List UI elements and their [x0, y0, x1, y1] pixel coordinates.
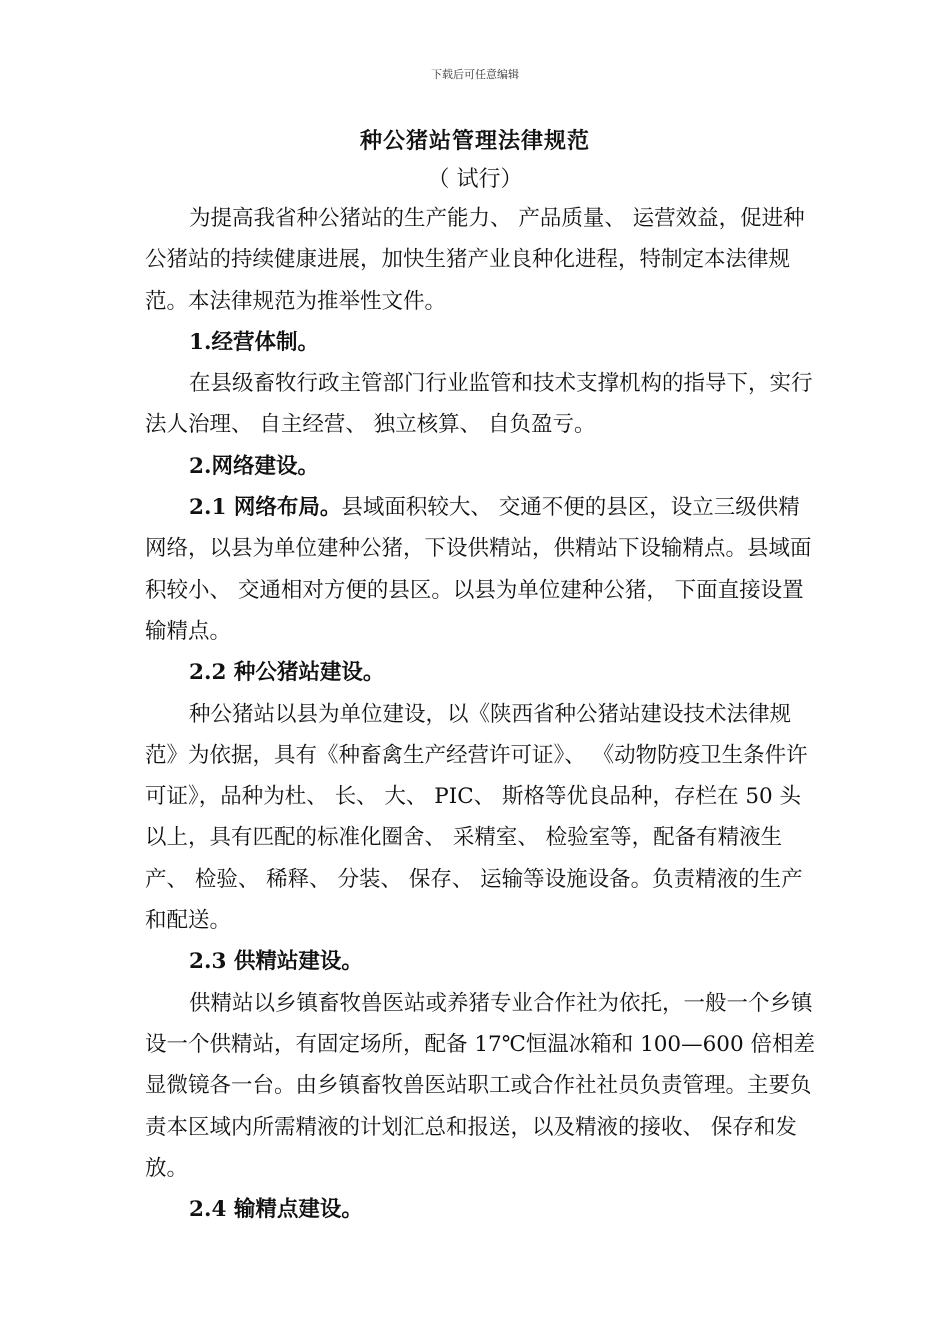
section-heading-1: 1.经营体制。 [189, 329, 319, 355]
section-heading-2-3: 2.3 供精站建设。 [189, 949, 363, 975]
section-2-1-lead: 2.1 网络布局。 [189, 495, 342, 521]
document-subtitle: （ 试行） [427, 167, 523, 192]
section-2-1-paragraph [145, 487, 815, 652]
section-2-3-paragraph: 供精站以乡镇畜牧兽医站或养猪专业合作社为依托，一般一个乡镇设一个供精站，有固定场所，配备 17℃恒温冰箱和 100—600 倍相差显微镜各一台。由乡镇畜牧兽医站职工或合作社社员负责管理。主要负责本区域内所需精液的计划汇总和报送，以及精液的接收、 保存和发放。 [145, 990, 815, 1181]
document-body [145, 198, 815, 1230]
section-1-paragraph: 在县级畜牧行政主管部门行业监管和技术支撑机构的指导下，实行法人治理、 自主经营、 独立核算、 自负盈亏。 [145, 371, 813, 438]
section-heading-2: 2.网络建设。 [189, 453, 319, 479]
intro-paragraph: 为提高我省种公猪站的生产能力、 产品质量、 运营效益，促进种公猪站的持续健康进展，加快生猪产业良种化进程，特制定本法律规范。本法律规范为推举性文件。 [145, 206, 805, 314]
section-2-2-paragraph: 种公猪站以县为单位建设，以《陕西省种公猪站建设技术法律规范》为依据，具有《种畜禽生产经营许可证》、 《动物防疫卫生条件许可证》，品种为杜、 长、 大、 PIC、 斯格等优良品种，存栏在 50 头以上，具有匹配的标准化圈舍、 采精室、 检验室等，配备有精液生产、 检验、 稀释、 分装、 保存、 运输等设施设备。负责精液的生产和配送。 [145, 701, 808, 934]
page-header: 下载后可任意编辑 [431, 68, 519, 81]
section-2-1-body: 县域面积较大、 交通不便的县区，设立三级供精网络，以县为单位建种公猪，下设供精站，供精站下设输精点。县域面积较小、 交通相对方便的县区。以县为单位建种公猪， 下面直接设置输精点。 [145, 495, 812, 644]
section-heading-2-2: 2.2 种公猪站建设。 [189, 660, 385, 686]
document-title: 种公猪站管理法律规范 [359, 128, 590, 154]
section-heading-2-4: 2.4 输精点建设。 [189, 1197, 363, 1223]
